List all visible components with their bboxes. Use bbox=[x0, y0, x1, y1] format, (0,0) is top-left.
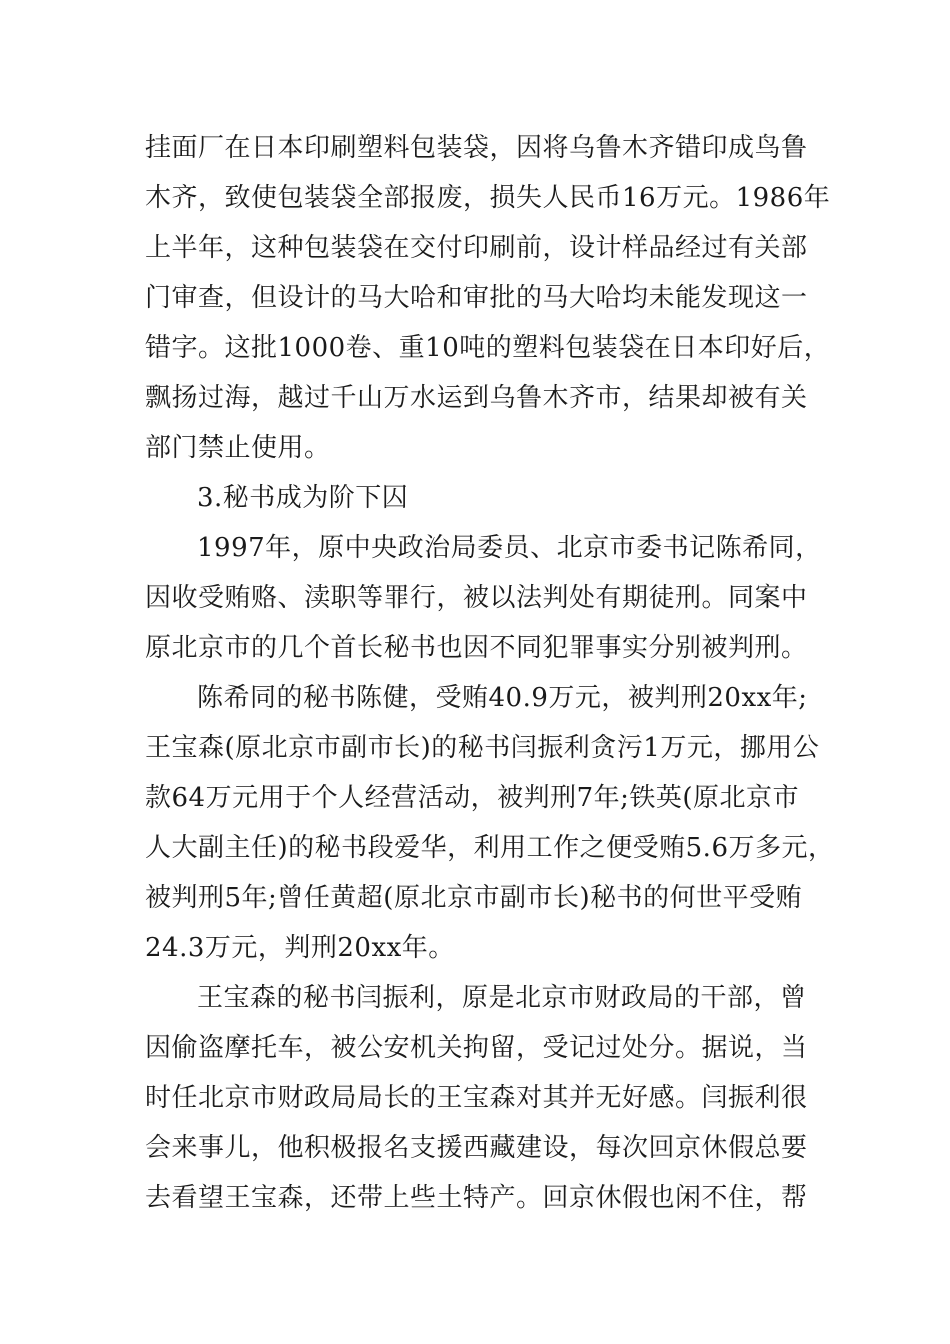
text-line: 会来事儿，他积极报名支援西藏建设，每次回京休假总要 bbox=[145, 1133, 808, 1163]
text-line: 错字。这批1000卷、重10吨的塑料包装袋在日本印好后， bbox=[145, 333, 831, 363]
text-line: 时任北京市财政局局长的王宝森对其并无好感。闫振利很 bbox=[145, 1083, 808, 1113]
text-line: 因收受贿赂、渎职等罪行，被以法判处有期徒刑。同案中 bbox=[145, 583, 808, 613]
text-line: 被判刑5年;曾任黄超(原北京市副市长)秘书的何世平受贿 bbox=[145, 883, 803, 913]
text-line: 木齐，致使包装袋全部报废，损失人民币16万元。1986年 bbox=[145, 183, 831, 213]
text-line: 去看望王宝森，还带上些土特产。回京休假也闲不住，帮 bbox=[145, 1183, 808, 1213]
text-line: 门审查，但设计的马大哈和审批的马大哈均未能发现这一 bbox=[145, 283, 808, 313]
text-line: 款64万元用于个人经营活动，被判刑7年;铁英(原北京市 bbox=[145, 783, 800, 813]
text-line: 24.3万元，判刑20xx年。 bbox=[145, 933, 455, 963]
text-line: 上半年，这种包装袋在交付印刷前，设计样品经过有关部 bbox=[145, 233, 808, 263]
text-line: 挂面厂在日本印刷塑料包装袋，因将乌鲁木齐错印成鸟鲁 bbox=[145, 133, 808, 163]
text-line: 陈希同的秘书陈健，受贿40.9万元，被判刑20xx年; bbox=[197, 683, 808, 713]
text-line: 人大副主任)的秘书段爱华，利用工作之便受贿5.6万多元， bbox=[145, 833, 835, 863]
text-line: 1997年，原中央政治局委员、北京市委书记陈希同， bbox=[197, 533, 822, 563]
text-line: 飘扬过海，越过千山万水运到乌鲁木齐市，结果却被有关 bbox=[145, 383, 808, 413]
text-line: 王宝森(原北京市副市长)的秘书闫振利贪污1万元，挪用公 bbox=[145, 733, 820, 763]
text-line: 原北京市的几个首长秘书也因不同犯罪事实分别被判刑。 bbox=[145, 633, 808, 663]
text-line: 部门禁止使用。 bbox=[145, 433, 331, 463]
text-line: 因偷盗摩托车，被公安机关拘留，受记过处分。据说，当 bbox=[145, 1033, 808, 1063]
section-heading: 3.秘书成为阶下囚 bbox=[197, 483, 409, 513]
text-line: 王宝森的秘书闫振利，原是北京市财政局的干部，曾 bbox=[197, 983, 807, 1013]
